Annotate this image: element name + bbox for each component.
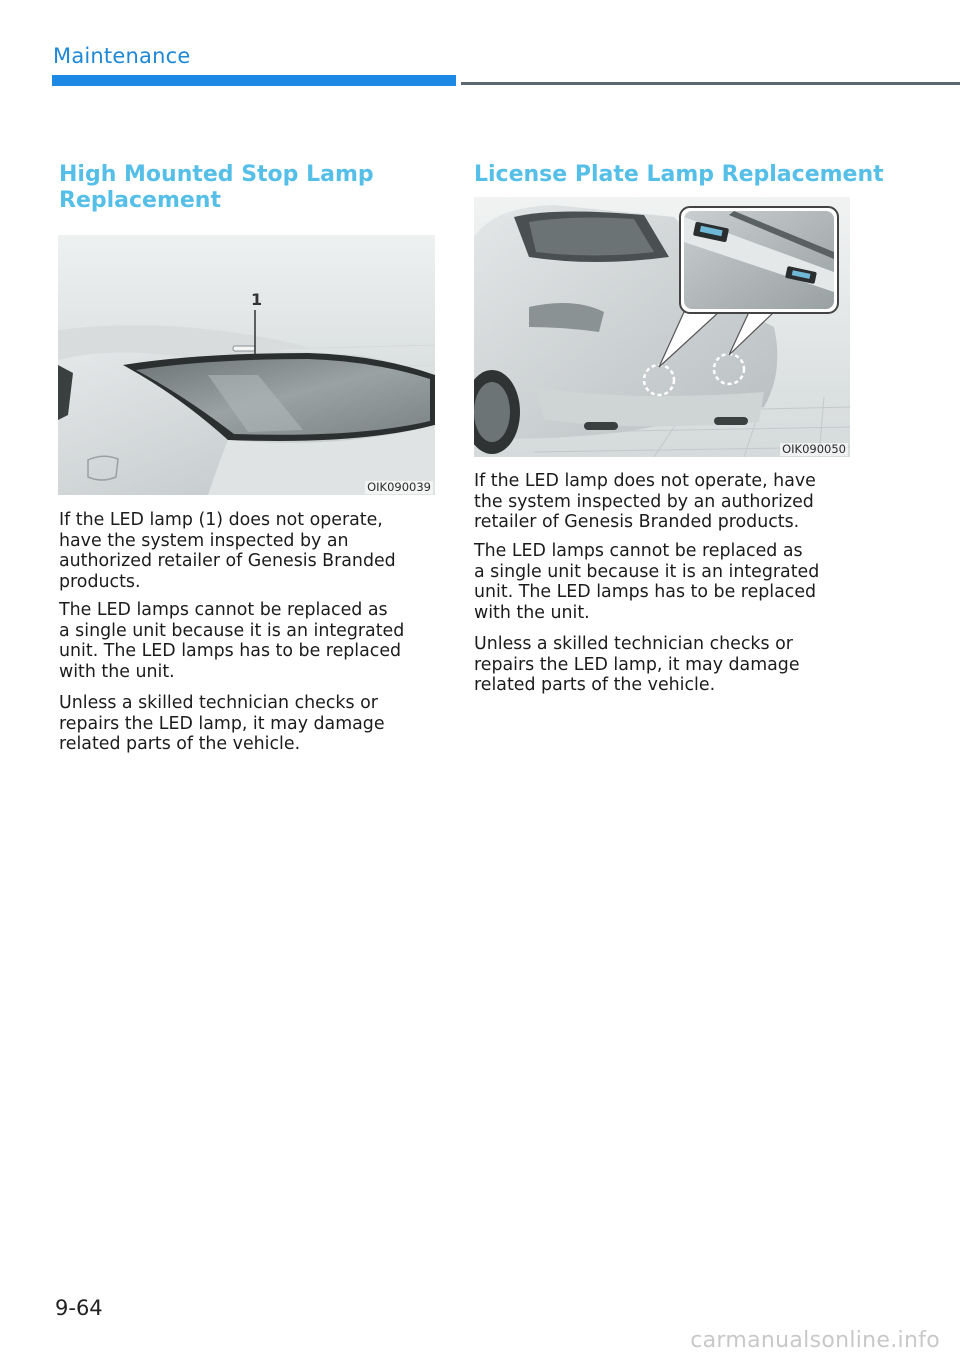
text-line: If the LED lamp (1) does not operate,: [59, 510, 383, 530]
figure-code: OIK090050: [782, 442, 846, 456]
page-number: 9-64: [55, 1296, 103, 1320]
header-rule: [461, 82, 960, 85]
text-line: products.: [59, 571, 141, 592]
text-line: unit. The LED lamps has to be replaced: [59, 641, 402, 662]
text-line: repairs the LED lamp, it may damage: [474, 654, 800, 675]
paragraph-2: [59, 600, 404, 682]
paragraph-2: [474, 541, 819, 623]
paragraph-3: [59, 693, 385, 755]
text-line: related parts of the vehicle.: [59, 734, 301, 755]
paragraph-3: [474, 634, 800, 696]
text-line: repairs the LED lamp, it may damage: [59, 713, 385, 734]
text-line: a single unit because it is an integrated: [474, 561, 820, 582]
title-line-2: Replacement: [59, 188, 221, 213]
text-line: If the LED lamp does not operate, have: [474, 471, 816, 491]
text-line: have the system inspected by an: [59, 530, 349, 551]
text-line: retailer of Genesis Branded products.: [474, 512, 800, 533]
license-plate-lamp-illustration: [474, 197, 850, 457]
text-line: with the unit.: [59, 661, 175, 682]
high-mounted-stop-lamp-title: [59, 162, 374, 214]
text-line: The LED lamps cannot be replaced as: [59, 600, 388, 620]
text-line: the system inspected by an authorized: [474, 491, 814, 512]
text-line: Unless a skilled technician checks or: [59, 693, 378, 713]
callout-number: 1: [251, 290, 263, 309]
text-line: related parts of the vehicle.: [474, 675, 716, 696]
header-accent-bar: [52, 75, 456, 86]
text-line: a single unit because it is an integrated: [59, 620, 405, 641]
stop-lamp-illustration: [58, 235, 435, 495]
paragraph-1: [474, 471, 816, 533]
text-line: authorized retailer of Genesis Branded: [59, 551, 396, 572]
text-line: unit. The LED lamps has to be replaced: [474, 582, 817, 603]
title-line-1: High Mounted Stop Lamp: [59, 162, 374, 187]
watermark: carmanualsonline.info: [690, 1328, 940, 1353]
figure-code: OIK090039: [367, 480, 431, 494]
text-line: Unless a skilled technician checks or: [474, 634, 793, 654]
license-plate-lamp-title: License Plate Lamp Replacement: [474, 162, 884, 187]
paragraph-1: [59, 510, 396, 592]
section-header-label: Maintenance: [53, 44, 191, 68]
text-line: with the unit.: [474, 602, 590, 623]
text-line: The LED lamps cannot be replaced as: [474, 541, 803, 561]
